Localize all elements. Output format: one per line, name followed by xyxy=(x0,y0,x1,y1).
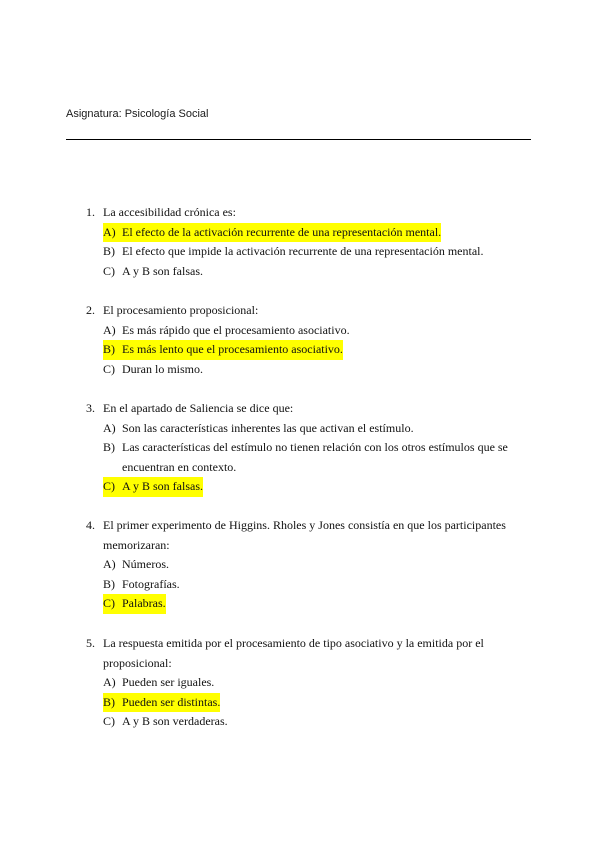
option-c xyxy=(86,477,532,497)
option-letter: C) xyxy=(103,263,115,278)
question-number: 2. xyxy=(86,303,95,317)
option-letter: C) xyxy=(103,479,115,493)
option-a xyxy=(86,321,532,341)
option-text: Palabras. xyxy=(122,596,166,610)
option-text: Es más lento que el procesamiento asociativo. xyxy=(122,342,343,356)
option-text: A y B son falsas. xyxy=(122,263,203,278)
option-text: Fotografías. xyxy=(122,576,180,591)
option-b xyxy=(86,242,532,262)
option-letter: A) xyxy=(103,675,116,689)
option-c xyxy=(86,262,532,282)
question-2 xyxy=(86,301,532,379)
option-a xyxy=(86,673,532,693)
option-b xyxy=(86,438,532,477)
option-text: Pueden ser iguales. xyxy=(122,675,215,689)
question-text: El procesamiento proposicional: xyxy=(103,303,259,317)
option-a xyxy=(86,419,532,439)
option-letter: B) xyxy=(103,440,115,454)
question-text: La respuesta emitida por el procesamiento de tipo asociativo y la emitida por el proposicional: xyxy=(103,636,484,670)
option-letter: C) xyxy=(103,361,115,376)
option-letter: B) xyxy=(103,576,115,591)
option-text: Pueden ser distintas. xyxy=(122,694,221,709)
option-text: A y B son falsas. xyxy=(122,479,203,493)
option-c xyxy=(86,712,532,732)
question-5 xyxy=(86,634,532,732)
option-a xyxy=(86,223,532,243)
option-text: Las características del estímulo no tienen relación con los otros estímulos que se encuentran en contexto. xyxy=(122,440,508,474)
option-letter: B) xyxy=(103,694,115,709)
question-1 xyxy=(86,203,532,281)
option-c xyxy=(86,360,532,380)
option-letter: C) xyxy=(103,714,115,728)
option-letter: C) xyxy=(103,596,115,610)
option-b xyxy=(86,575,532,595)
header-divider xyxy=(66,139,531,140)
question-text: El primer experimento de Higgins. Rholes y Jones consistía en que los participantes memorizaran: xyxy=(103,518,506,552)
option-text: Es más rápido que el procesamiento asociativo. xyxy=(122,322,350,337)
option-text: Duran lo mismo. xyxy=(122,361,203,376)
question-number: 3. xyxy=(86,401,95,415)
option-letter: B) xyxy=(103,342,115,356)
option-text: Son las características inherentes las que activan el estímulo. xyxy=(122,420,414,435)
document-header: Asignatura: Psicología Social xyxy=(66,108,209,120)
option-text: El efecto de la activación recurrente de una representación mental. xyxy=(122,224,442,239)
option-letter: A) xyxy=(103,420,116,435)
question-text: La accesibilidad crónica es: xyxy=(103,205,236,219)
option-letter: A) xyxy=(103,557,116,571)
option-c xyxy=(86,594,532,614)
option-letter: A) xyxy=(103,224,116,239)
question-text: En el apartado de Saliencia se dice que: xyxy=(103,401,294,415)
question-number: 4. xyxy=(86,518,95,532)
option-b xyxy=(86,693,532,713)
question-number: 1. xyxy=(86,205,95,219)
option-letter: B) xyxy=(103,244,115,258)
question-3 xyxy=(86,399,532,497)
option-b xyxy=(86,340,532,360)
option-text: El efecto que impide la activación recurrente de una representación mental. xyxy=(122,244,484,258)
option-text: A y B son verdaderas. xyxy=(122,714,228,728)
option-text: Números. xyxy=(122,557,169,571)
option-letter: A) xyxy=(103,322,116,337)
question-number: 5. xyxy=(86,636,95,650)
option-a xyxy=(86,555,532,575)
question-4 xyxy=(86,516,532,614)
